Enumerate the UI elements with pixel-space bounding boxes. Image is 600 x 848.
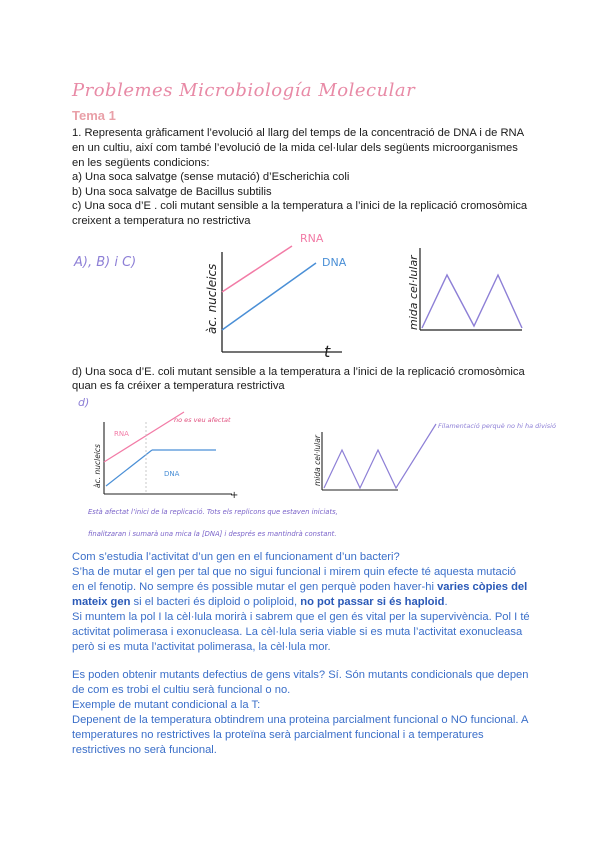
page-title: Problemes Microbiología Molecular <box>72 80 416 101</box>
answer-line: Com s’estudia l’activitat d’un gen en el funcionament d’un bacteri? <box>72 551 400 563</box>
answer-line: Depenent de la temperatura obtindrem una proteina parcialment funcional o NO funcional. A <box>72 714 529 726</box>
rna-label: RNA <box>300 232 324 245</box>
x-axis-plus: + <box>230 490 239 501</box>
question-line: en un cultiu, així com també l’evolució de la mida cel·lular dels següents microorganismes <box>72 142 518 154</box>
note-line-1: Està afectat l’inici de la replicació. Tots els replicons que estaven iniciats, <box>88 508 338 516</box>
rna-label-d: RNA <box>114 430 129 438</box>
answer-line: mateix gen si el bacteri és diploid o poliploid, no pot passar si és haploid. <box>72 596 448 608</box>
filament-note: Filamentació perquè no hi ha divisió <box>438 422 556 430</box>
rna-line <box>222 246 292 292</box>
question-line: c) Una soca d’E . coli mutant sensible a la temperatura a l’inici de la replicació cromosòmica <box>72 200 528 212</box>
answer-line: Es poden obtenir mutants defectius de gens vitals? Sí. Són mutants condicionals que depen <box>72 669 529 681</box>
sketch-graphs-d <box>60 392 556 552</box>
dna-label-d: DNA <box>164 470 180 478</box>
question-line: b) Una soca salvatge de Bacillus subtilis <box>72 186 272 198</box>
answer-line: però si es muta l’activitat polimerasa, la cèl·lula mor. <box>72 641 331 653</box>
question-line: a) Una soca salvatge (sense mutació) d’Escherichia coli <box>72 171 350 183</box>
dna-line <box>222 263 316 330</box>
size-zigzag <box>422 275 522 328</box>
answer-line: en el fenotip. No sempre és possible mutar el gen perquè poden haver-hi varies còpies del <box>72 581 528 593</box>
label-abc: A), B) i C) <box>74 255 137 270</box>
note-line-2: finalitzaran i sumarà una mica la [DNA] i després es mantindrà constant. <box>88 530 337 538</box>
answer-line: temperatures no restrictives la proteïna serà parcialment funcional i a temperatures <box>72 729 484 741</box>
y-axis-label-d: àc. nucleics <box>93 444 102 488</box>
dna-rise-d <box>106 450 152 486</box>
question-line: 1. Representa gràficament l’evolució al llarg del temps de la concentració de DNA i de RNA <box>72 127 525 139</box>
question-line: d) Una soca d’E. coli mutant sensible a la temperatura a l’inici de la replicació cromosòmica <box>72 366 525 378</box>
note-top: no es veu afectat <box>174 416 231 424</box>
section-heading: Tema 1 <box>72 108 116 123</box>
dna-label: DNA <box>322 256 347 269</box>
sketch-graphs-abc <box>60 230 540 365</box>
size-axis-label: mida cel·lular <box>407 255 420 330</box>
label-d: d) <box>78 396 90 409</box>
question-line: quan es fa créixer a temperatura restrictiva <box>72 380 285 392</box>
question-line: creixent a temperatura no restrictiva <box>72 215 251 227</box>
answer-line: Exemple de mutant condicional a la T: <box>72 699 261 711</box>
answer-line: Si muntem la pol I la cèl·lula morirà i sabrem que el gen és vital per la supervivència. Pol I té <box>72 611 530 623</box>
question-line: en les següents condicions: <box>72 157 210 169</box>
answer-line: de com es trobi el cultiu serà funcional o no. <box>72 684 291 696</box>
size-axis-label-d: mida cel·lular <box>313 435 322 486</box>
x-axis-label: t <box>324 342 331 361</box>
y-axis-label: àc. nucleics <box>205 263 219 334</box>
answer-line: S’ha de mutar el gen per tal que no sigui funcional i mirem quin efecte té aquesta mutació <box>72 566 517 578</box>
answer-line: activitat polimerasa i exonucleasa. La cèl·lula seria viable si es muta l’activitat exonucleasa <box>72 626 523 638</box>
size-filament-line <box>324 424 436 488</box>
answer-line: restrictives no serà funcional. <box>72 744 217 756</box>
